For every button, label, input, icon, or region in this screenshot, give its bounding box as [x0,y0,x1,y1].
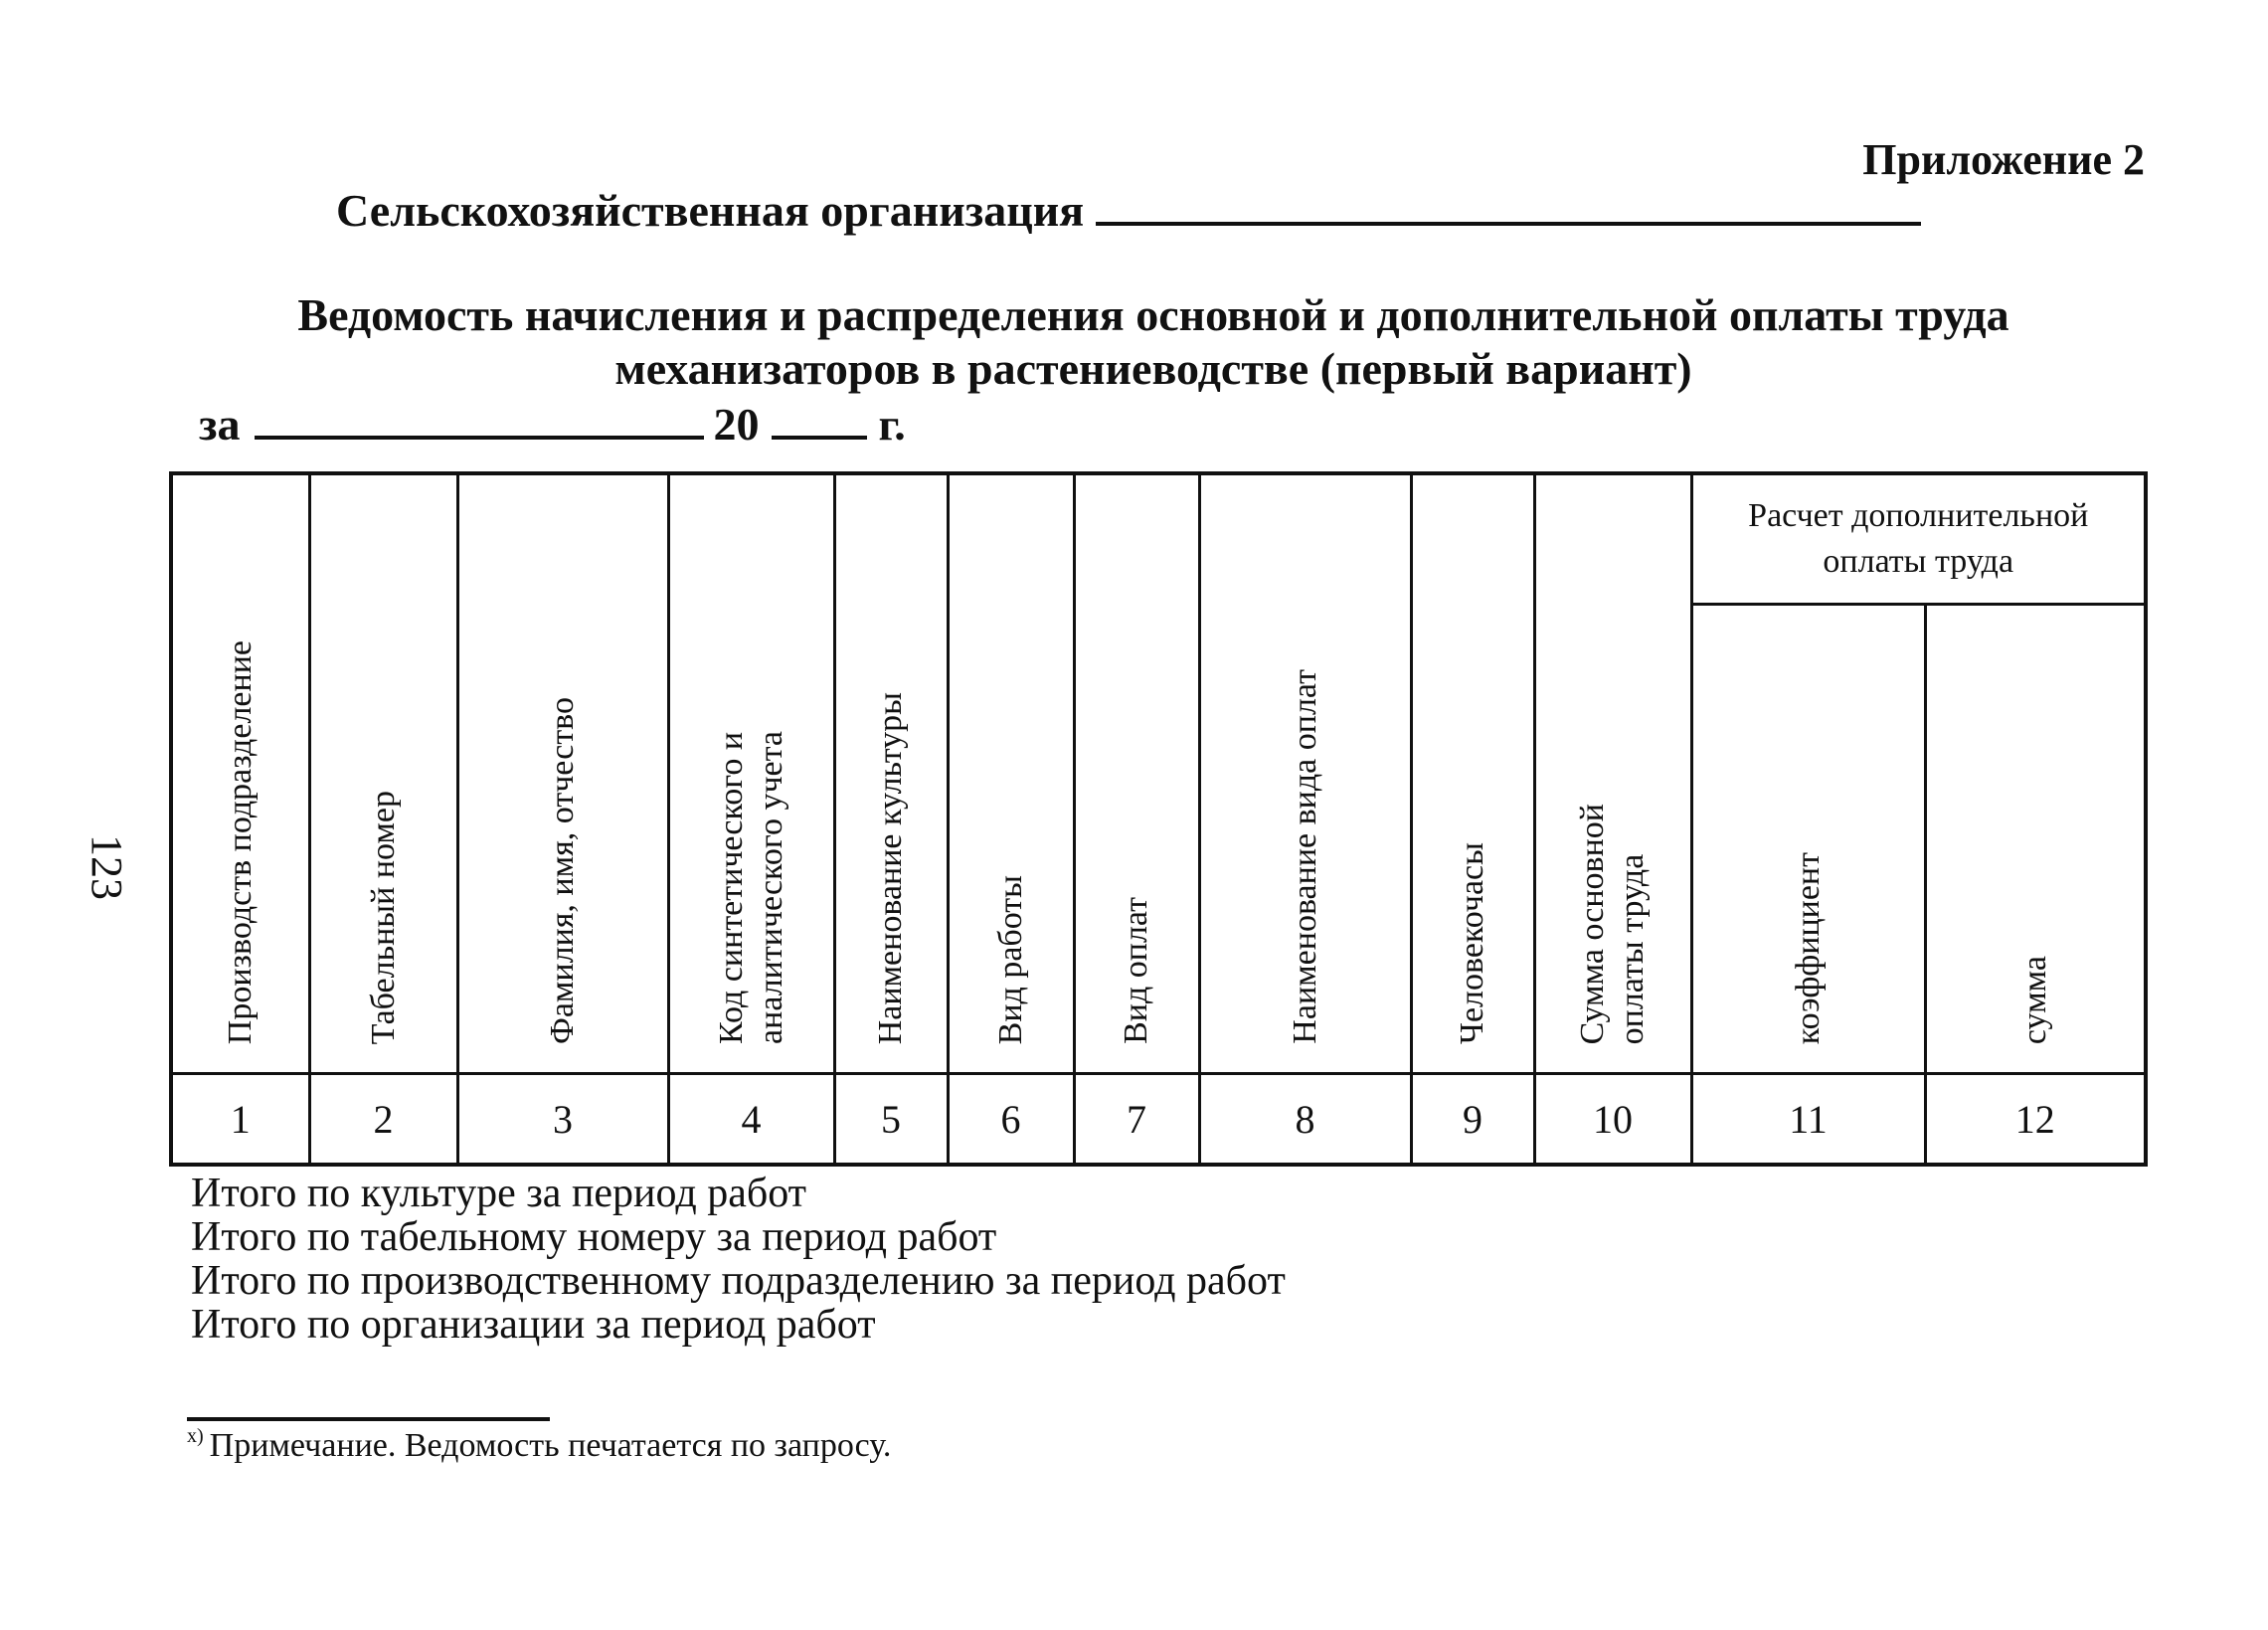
column-number: 11 [1691,1074,1925,1166]
column-number: 10 [1534,1074,1691,1166]
column-header-crop-name [834,473,948,1074]
column-header-man-hours-label: Человекочасы [1454,841,1490,1044]
column-number: 8 [1199,1074,1411,1166]
column-header-man-hours [1411,473,1534,1074]
column-header-base-pay-sum-line-2: оплаты труда [1614,853,1651,1044]
total-by-organization: Итого по организации за период работ [191,1302,876,1348]
total-by-personnel-number: Итого по табельному номеру за период работ [191,1214,997,1260]
column-header-division [171,473,309,1074]
period-year-prefix: 20 [713,399,760,450]
totals-list [191,1172,1286,1347]
column-number: 12 [1925,1074,2146,1166]
document-title [179,288,2128,396]
period-month-blank [255,400,704,440]
title-line-1: Ведомость начисления и распределения основной и дополнительной оплаты труда [297,289,2009,340]
column-header-coefficient [1691,605,1925,1074]
header-row [171,473,2146,605]
column-number: 7 [1074,1074,1199,1166]
column-header-payment-type-name-label: Наименование вида оплат [1286,669,1323,1044]
appendix-label: Приложение 2 [1862,135,2145,184]
period-suffix: г. [878,399,906,450]
column-header-sum [1925,605,2146,1074]
column-header-full-name [457,473,668,1074]
column-header-account-code-line-2: аналитического учета [752,731,789,1044]
column-header-account-code-line-1: Код синтетического и [712,731,750,1044]
column-header-account-code-label [712,731,791,1044]
footnote-marker: x) [187,1425,204,1447]
column-header-personnel-number-label: Табельный номер [364,790,402,1044]
period-year-blank [772,400,867,440]
column-number: 5 [834,1074,948,1166]
column-number: 1 [171,1074,309,1166]
footnote-rule [187,1417,550,1421]
page-number: 123 [83,834,131,900]
column-header-account-code [668,473,834,1074]
column-header-work-type [948,473,1074,1074]
column-header-base-pay-sum-line-1: Сумма основной [1574,803,1611,1044]
column-header-base-pay-sum [1534,473,1691,1074]
period-line [199,398,906,451]
column-header-payment-type-name [1199,473,1411,1074]
column-header-personnel-number [309,473,457,1074]
column-number: 9 [1411,1074,1534,1166]
column-number: 3 [457,1074,668,1166]
column-header-sum-label: сумма [2015,955,2053,1044]
period-prefix: за [199,399,241,450]
column-header-coefficient-label: коэффициент [1789,851,1827,1044]
organization-line [336,184,1921,237]
column-number: 6 [948,1074,1074,1166]
column-header-division-label: Производств подразделение [221,639,259,1044]
column-group-additional-pay-line-2: оплаты труда [1823,543,2014,581]
column-header-payment-type-label: Вид оплат [1118,897,1154,1044]
column-number-row [171,1074,2146,1166]
column-header-base-pay-sum-label [1573,804,1653,1044]
column-number: 4 [668,1074,834,1166]
organization-label: Сельскохозяйственная организация [336,185,1085,236]
footnote [187,1425,891,1465]
total-by-crop: Итого по культуре за период работ [191,1171,807,1216]
column-group-additional-pay-line-1: Расчет дополнительной [1748,497,2089,535]
column-header-payment-type [1074,473,1199,1074]
column-header-work-type-label: Вид работы [991,874,1029,1044]
column-header-full-name-label: Фамилия, имя, отчество [544,696,581,1044]
footnote-text: Примечание. Ведомость печатается по запросу. [209,1427,892,1464]
column-group-additional-pay [1691,473,2146,605]
payroll-table [169,471,2148,1167]
column-number: 2 [309,1074,457,1166]
organization-blank-field [1096,186,1921,226]
column-header-crop-name-label: Наименование культуры [872,691,909,1044]
total-by-division: Итого по производственному подразделению за период работ [191,1258,1286,1304]
title-line-2: механизаторов в растениеводстве (первый вариант) [614,343,1692,394]
